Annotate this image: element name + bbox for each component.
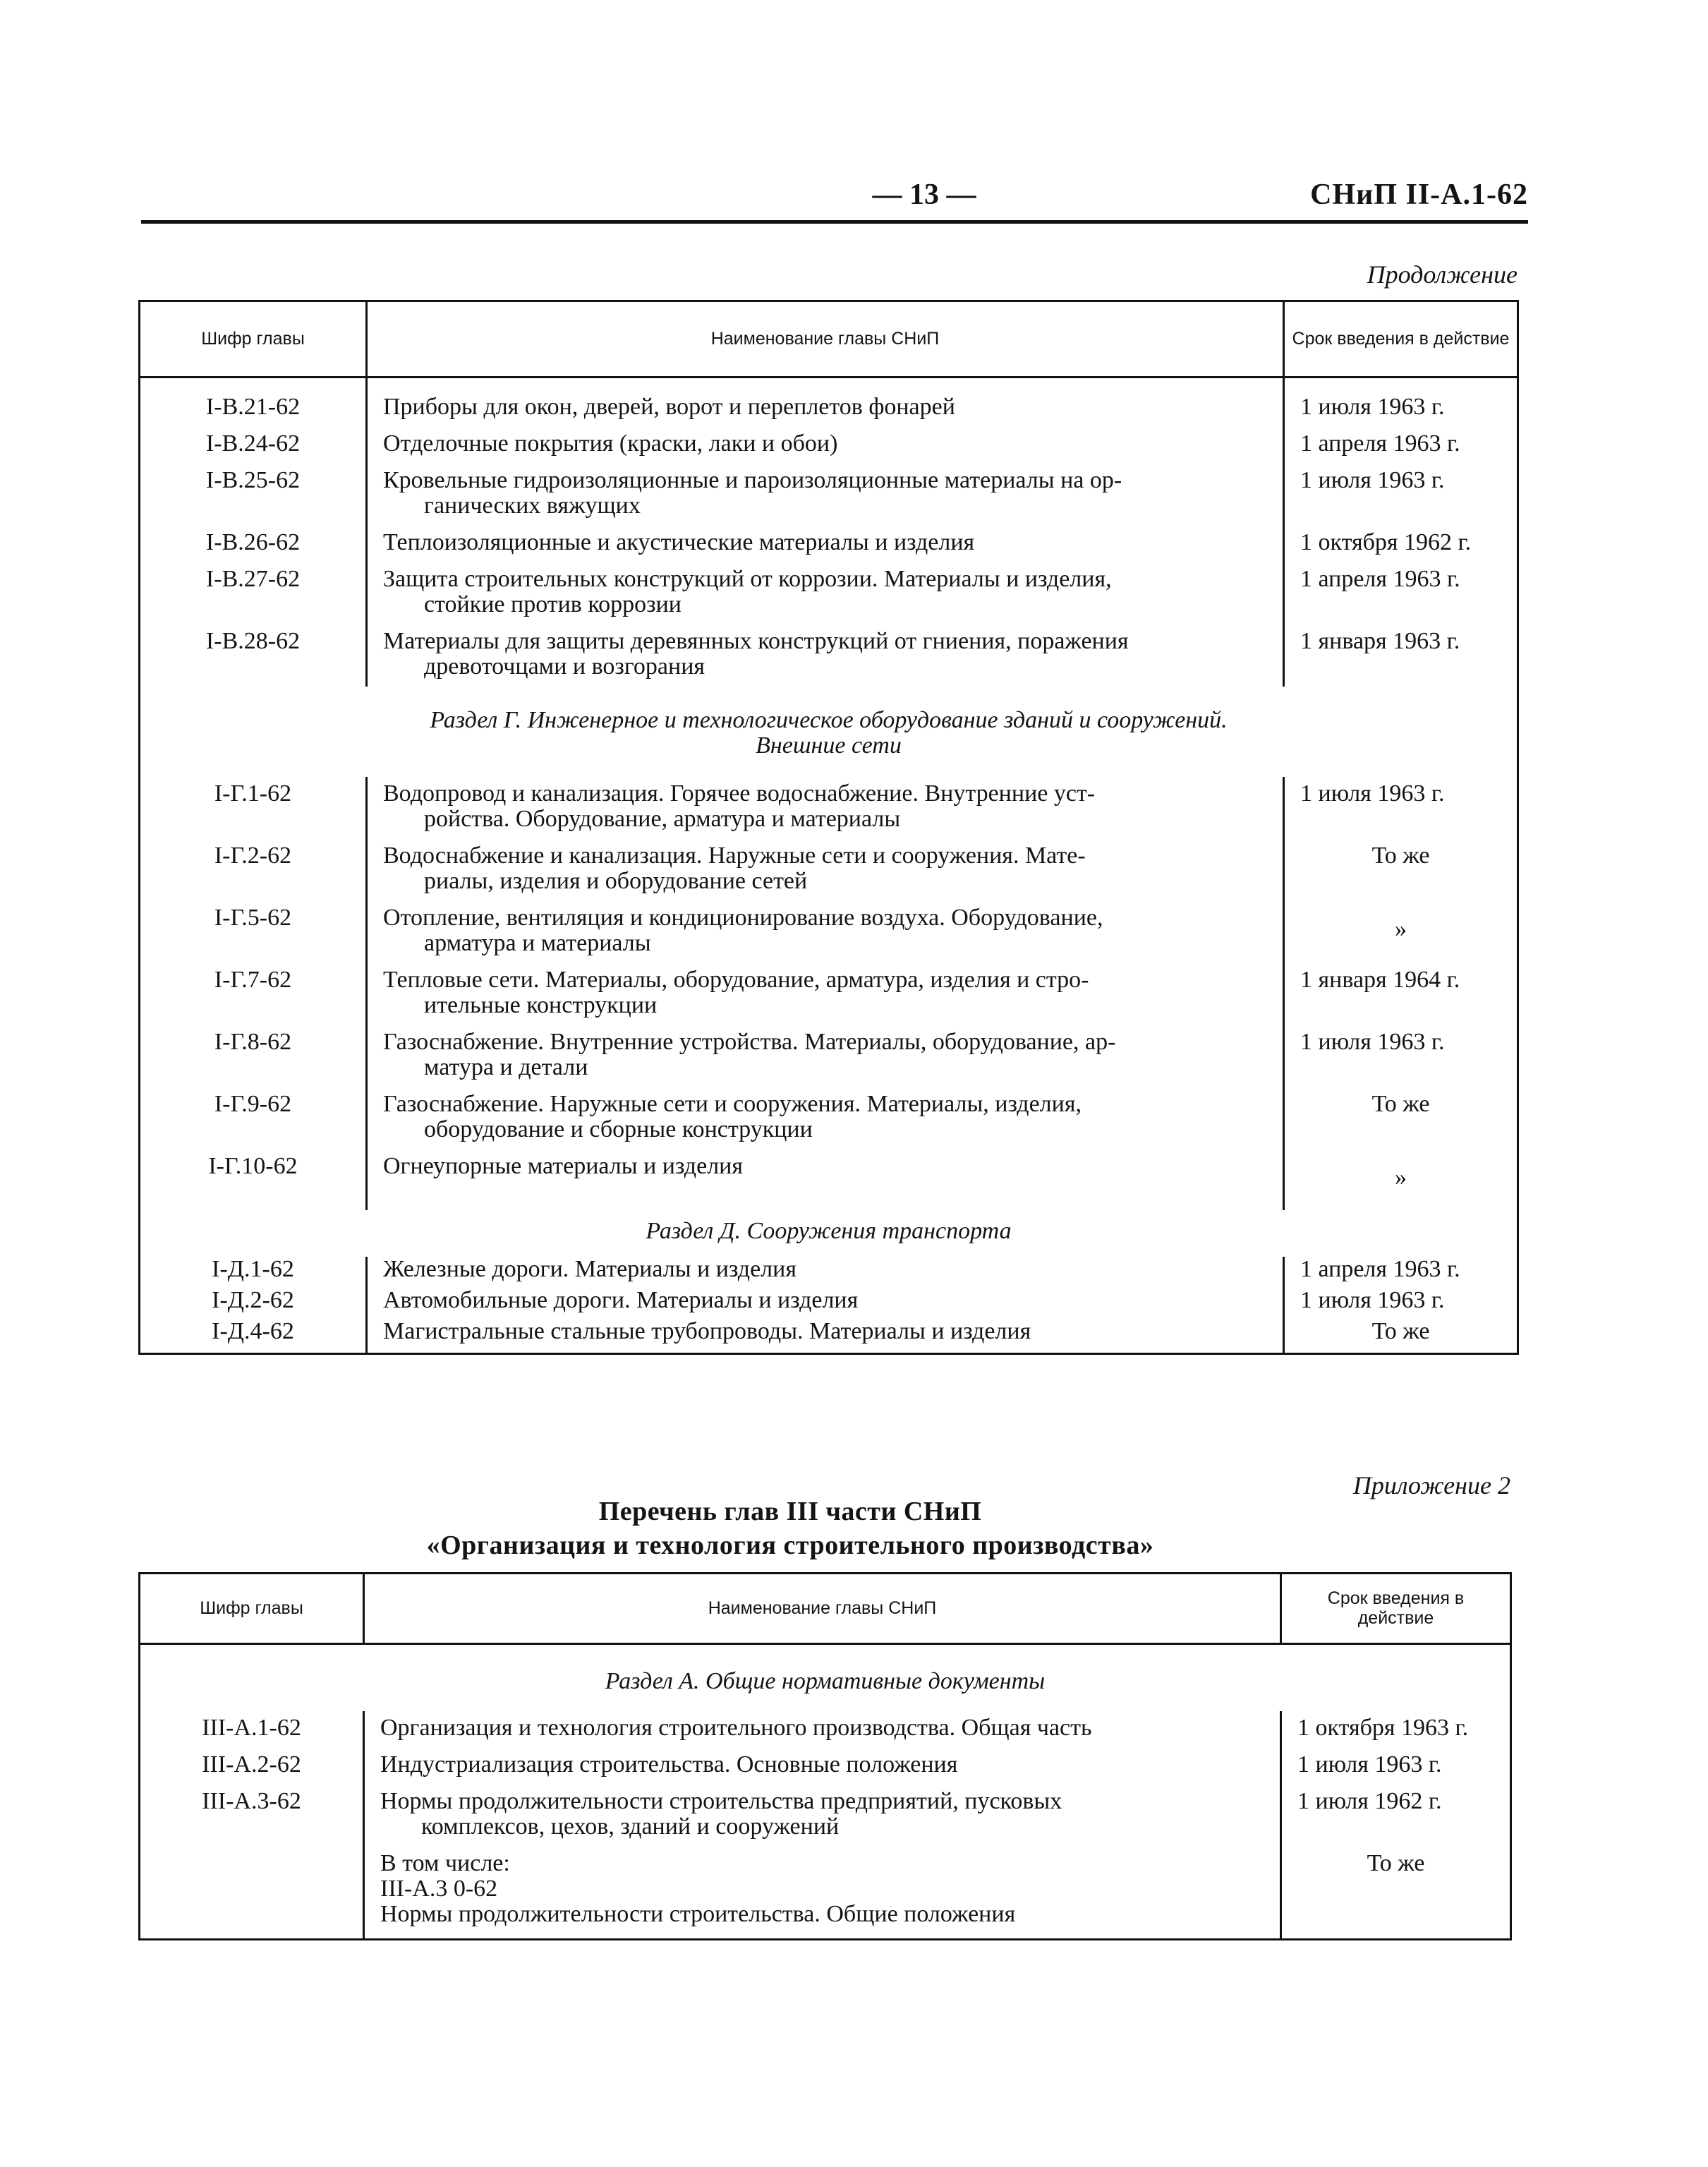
row-name: Индустриализация строительства. Основные положения xyxy=(364,1748,1281,1785)
row-name-line2: ительные конструкции xyxy=(424,991,658,1018)
row-name: Автомобильные дороги. Материалы и изделия xyxy=(367,1282,1284,1313)
row-date: 1 апреля 1963 г. xyxy=(1284,427,1518,464)
row-code: I-Г.7-62 xyxy=(140,963,367,1025)
row-code: I-Г.2-62 xyxy=(140,839,367,901)
row-date: То же xyxy=(1281,1847,1511,1940)
row-name xyxy=(367,624,1284,687)
section-heading-row xyxy=(140,687,1518,777)
row-name-line2: древоточцами и возгорания xyxy=(424,653,705,680)
row-date: То же xyxy=(1284,839,1518,901)
section-g-heading xyxy=(140,687,1518,777)
row-name xyxy=(364,1785,1281,1847)
row-name xyxy=(367,839,1284,901)
table-row xyxy=(140,1847,1511,1940)
header-divider xyxy=(141,220,1528,224)
row-name-line2: ройства. Оборудование, арматура и материалы xyxy=(424,805,901,832)
row-code: I-Д.1-62 xyxy=(140,1257,367,1282)
table-row xyxy=(140,624,1518,687)
row-name: Приборы для окон, дверей, ворот и переплетов фонарей xyxy=(367,390,1284,427)
table-row xyxy=(140,777,1518,839)
row-name-line2: оборудование и сборные конструкции xyxy=(424,1116,813,1142)
row-code: I-Д.4-62 xyxy=(140,1313,367,1354)
row-name-line1: Газоснабжение. Внутренние устройства. Материалы, оборудование, ар- xyxy=(383,1028,1116,1055)
section-a-heading: Раздел А. Общие нормативные документы xyxy=(140,1644,1511,1712)
continuation-label: Продолжение xyxy=(1367,260,1518,289)
row-name-line1: Отопление, вентиляция и кондиционирование воздуха. Оборудование, xyxy=(383,904,1103,931)
row-name-line1: Кровельные гидроизоляционные и пароизоляционные материалы на ор- xyxy=(383,466,1122,493)
table-row xyxy=(140,963,1518,1025)
row-date: 1 октября 1963 г. xyxy=(1281,1711,1511,1748)
row-code: I-В.28-62 xyxy=(140,624,367,687)
section-d-heading: Раздел Д. Сооружения транспорта xyxy=(140,1210,1518,1257)
appendix-title xyxy=(353,1495,1228,1562)
row-date: 1 апреля 1963 г. xyxy=(1284,562,1518,624)
row-code: I-В.26-62 xyxy=(140,526,367,562)
row-name: Теплоизоляционные и акустические материалы и изделия xyxy=(367,526,1284,562)
table-row xyxy=(140,1711,1511,1748)
appendix-title-line2: «Организация и технология строительного производства» xyxy=(426,1531,1154,1560)
row-date: 1 июля 1963 г. xyxy=(1281,1748,1511,1785)
table-header-row xyxy=(140,1574,1511,1644)
page-header xyxy=(141,178,1528,220)
table-row xyxy=(140,1748,1511,1785)
section-g-title: Раздел Г. Инженерное и технологическое оборудование зданий и сооружений. xyxy=(430,706,1228,733)
row-date: 1 июля 1963 г. xyxy=(1284,777,1518,839)
row-date: 1 июля 1963 г. xyxy=(1284,1282,1518,1313)
chapters-table-part3 xyxy=(138,1572,1512,1940)
included-name: Нормы продолжительности строительства. Общие положения xyxy=(380,1901,1016,1927)
row-code: I-В.21-62 xyxy=(140,390,367,427)
row-name-line1: Водоснабжение и канализация. Наружные сети и сооружения. Мате- xyxy=(383,842,1086,869)
table-row xyxy=(140,1087,1518,1149)
row-date: » xyxy=(1284,901,1518,963)
row-name xyxy=(367,777,1284,839)
appendix-label: Приложение 2 xyxy=(1352,1471,1510,1499)
row-name-line2: комплексов, цехов, зданий и сооружений xyxy=(421,1813,840,1840)
row-name-line2: риалы, изделия и оборудование сетей xyxy=(424,867,808,894)
row-code: I-Г.8-62 xyxy=(140,1025,367,1087)
column-header-name: Наименование главы СНиП xyxy=(364,1574,1281,1644)
included-code: III-А.3 0-62 xyxy=(380,1876,498,1902)
row-date: 1 июля 1963 г. xyxy=(1284,390,1518,427)
section-heading-row xyxy=(140,1210,1518,1257)
column-header-name: Наименование главы СНиП xyxy=(367,301,1284,378)
row-code: I-В.24-62 xyxy=(140,427,367,464)
page-number: — 13 — xyxy=(872,179,976,211)
chapters-table-part1 xyxy=(138,300,1519,1355)
row-name xyxy=(367,901,1284,963)
row-name xyxy=(367,464,1284,526)
row-name xyxy=(367,1087,1284,1149)
row-name-line2: ганических вяжущих xyxy=(424,492,641,519)
included-label: В том числе: xyxy=(380,1850,510,1876)
row-name-line1: Тепловые сети. Материалы, оборудование, арматура, изделия и стро- xyxy=(383,966,1089,993)
row-date: 1 октября 1962 г. xyxy=(1284,526,1518,562)
table-row xyxy=(140,1149,1518,1210)
row-name-line2: арматура и материалы xyxy=(424,929,651,956)
table-row xyxy=(140,390,1518,427)
row-code: III-А.2-62 xyxy=(140,1748,364,1785)
row-name: Отделочные покрытия (краски, лаки и обои) xyxy=(367,427,1284,464)
table-row xyxy=(140,427,1518,464)
row-name-included xyxy=(364,1847,1281,1940)
row-name xyxy=(367,963,1284,1025)
row-name: Железные дороги. Материалы и изделия xyxy=(367,1257,1284,1282)
table-row xyxy=(140,1313,1518,1354)
row-name-line1: Газоснабжение. Наружные сети и сооружения. Материалы, изделия, xyxy=(383,1090,1082,1117)
table-row xyxy=(140,1282,1518,1313)
row-date: То же xyxy=(1284,1313,1518,1354)
row-name-line1: Материалы для защиты деревянных конструкций от гниения, поражения xyxy=(383,627,1129,654)
table-row xyxy=(140,562,1518,624)
row-code: III-А.3-62 xyxy=(140,1785,364,1847)
section-heading-row xyxy=(140,1644,1511,1712)
row-code: I-Г.5-62 xyxy=(140,901,367,963)
row-name-line1: Защита строительных конструкций от коррозии. Материалы и изделия, xyxy=(383,565,1112,592)
row-date: 1 июля 1963 г. xyxy=(1284,1025,1518,1087)
table-row xyxy=(140,1025,1518,1087)
row-name: Магистральные стальные трубопроводы. Материалы и изделия xyxy=(367,1313,1284,1354)
column-header-date: Срок введения в действие xyxy=(1284,301,1518,378)
table-row xyxy=(140,1785,1511,1847)
row-name: Организация и технология строительного производства. Общая часть xyxy=(364,1711,1281,1748)
row-code: I-В.27-62 xyxy=(140,562,367,624)
table-row xyxy=(140,1257,1518,1282)
table-row xyxy=(140,839,1518,901)
table-header-row xyxy=(140,301,1518,378)
appendix-title-line1: Перечень глав III части СНиП xyxy=(598,1497,982,1526)
row-date: » xyxy=(1284,1149,1518,1210)
row-name-line1: Нормы продолжительности строительства предприятий, пусковых xyxy=(380,1788,1062,1814)
row-date: 1 июля 1962 г. xyxy=(1281,1785,1511,1847)
row-name xyxy=(367,562,1284,624)
row-code: I-Д.2-62 xyxy=(140,1282,367,1313)
row-name xyxy=(367,1025,1284,1087)
column-header-date: Срок введения в действие xyxy=(1281,1574,1511,1644)
row-date: То же xyxy=(1284,1087,1518,1149)
row-date: 1 апреля 1963 г. xyxy=(1284,1257,1518,1282)
document-code: СНиП II-А.1-62 xyxy=(1310,179,1528,211)
row-name-line2: стойкие против коррозии xyxy=(424,591,682,617)
row-date: 1 июля 1963 г. xyxy=(1284,464,1518,526)
row-date: 1 января 1963 г. xyxy=(1284,624,1518,687)
table-row xyxy=(140,526,1518,562)
row-date: 1 января 1964 г. xyxy=(1284,963,1518,1025)
row-name: Огнеупорные материалы и изделия xyxy=(367,1149,1284,1210)
table-row xyxy=(140,464,1518,526)
row-code: I-Г.1-62 xyxy=(140,777,367,839)
row-code: I-Г.10-62 xyxy=(140,1149,367,1210)
row-code: I-Г.9-62 xyxy=(140,1087,367,1149)
section-g-subtitle: Внешние сети xyxy=(756,732,902,759)
column-header-code: Шифр главы xyxy=(140,1574,364,1644)
column-header-code: Шифр главы xyxy=(140,301,367,378)
row-name-line2: матура и детали xyxy=(424,1054,588,1080)
table-row xyxy=(140,901,1518,963)
row-code: I-В.25-62 xyxy=(140,464,367,526)
row-name-line1: Водопровод и канализация. Горячее водоснабжение. Внутренние уст- xyxy=(383,780,1096,807)
row-code: III-А.1-62 xyxy=(140,1711,364,1748)
